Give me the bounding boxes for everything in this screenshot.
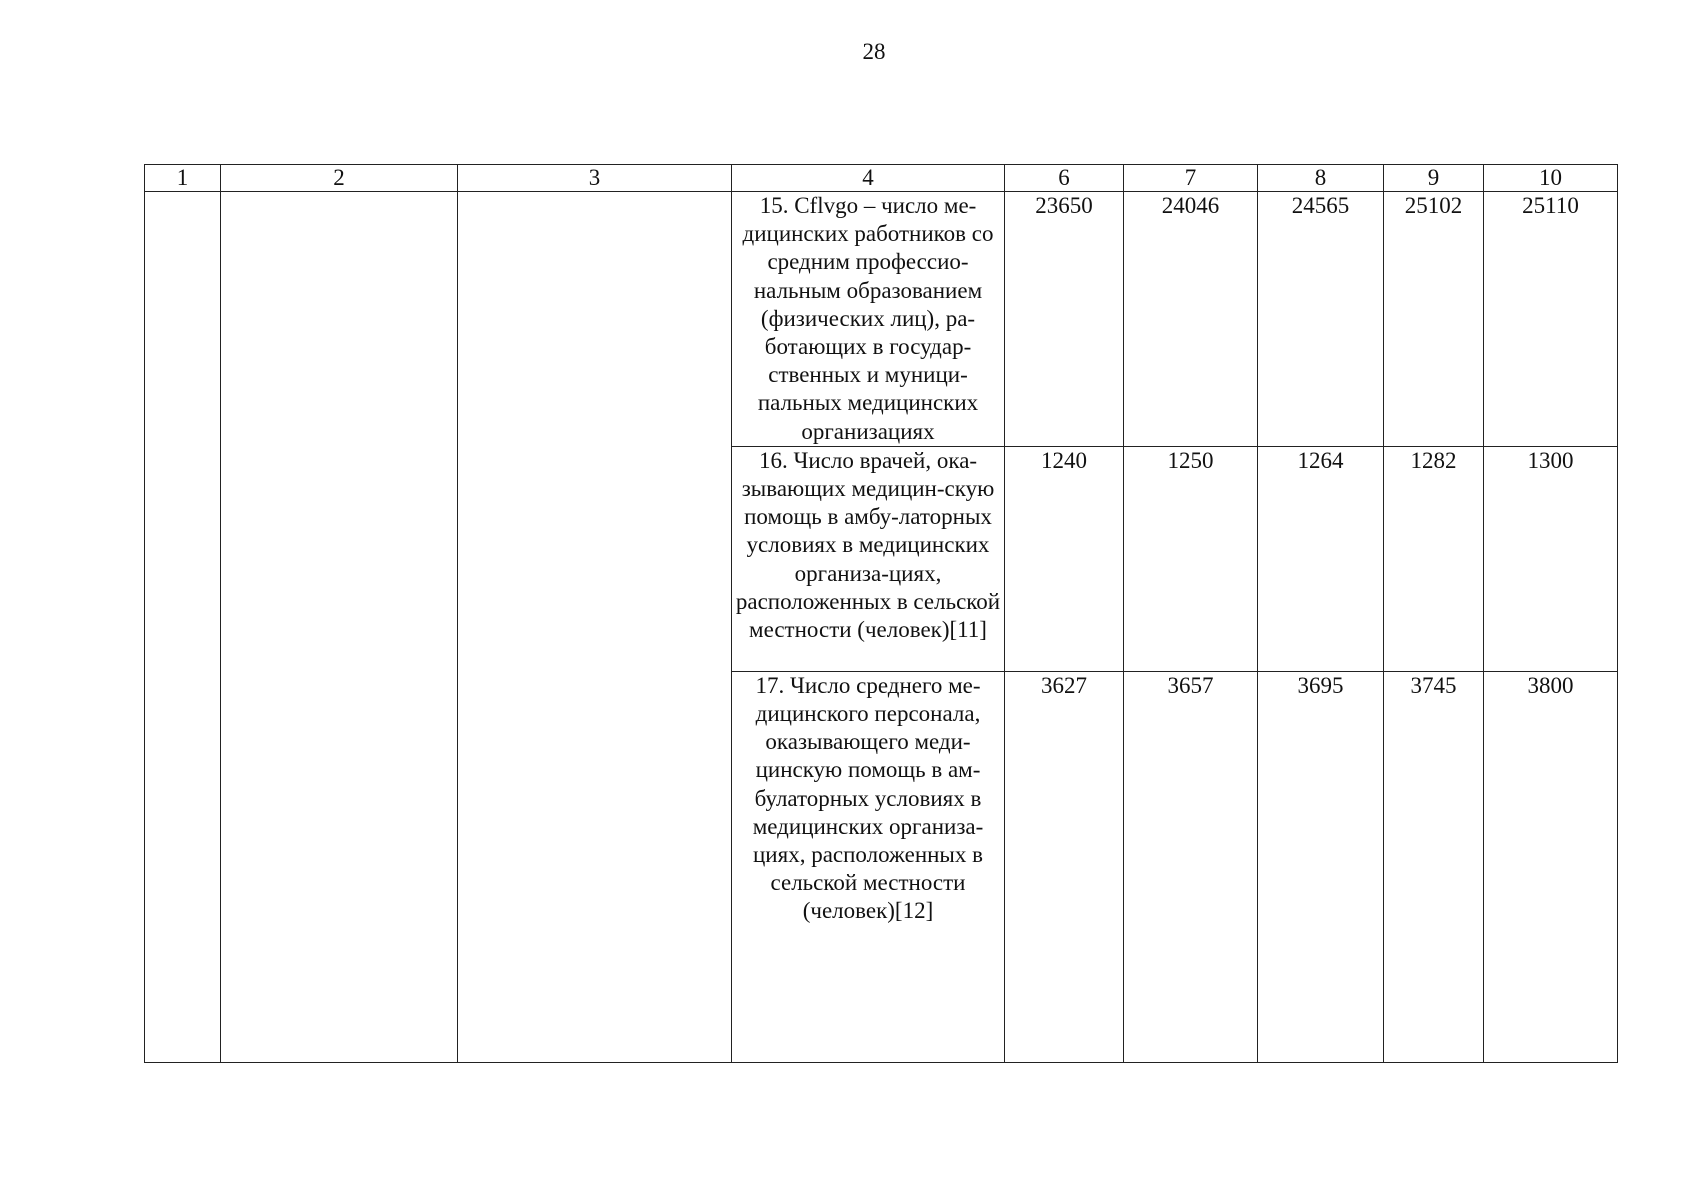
- value-cell: 3627: [1005, 671, 1124, 1062]
- value-cell: 1300: [1484, 446, 1618, 671]
- table-row: [145, 192, 1618, 447]
- empty-cell-col-1: [145, 192, 221, 1063]
- value-cell: 25110: [1484, 192, 1618, 447]
- indicator-description: 15. Cflvgo – число ме-дицинских работников со средним профессио-нальным образованием (физических лиц), ра-ботающих в государ-ственных и муници-пальных медицинских организациях: [732, 192, 1005, 447]
- value-cell: 24046: [1124, 192, 1258, 447]
- value-cell: 25102: [1384, 192, 1484, 447]
- column-header: 4: [732, 165, 1005, 192]
- indicator-table: [144, 164, 1618, 1063]
- column-header: 6: [1005, 165, 1124, 192]
- empty-cell-col-2: [221, 192, 458, 1063]
- indicator-description: 17. Число среднего ме-дицинского персонала, оказывающего меди-цинскую помощь в ам-булаторных условиях в медицинских организа-циях, расположенных в сельской местности (человек)[12]: [732, 671, 1005, 1062]
- column-header: 2: [221, 165, 458, 192]
- column-header: 1: [145, 165, 221, 192]
- indicator-description: 16. Число врачей, ока-зывающих медицин-скую помощь в амбу-латорных условиях в медицинских организа-циях, расположенных в сельской местности (человек)[11]: [732, 446, 1005, 671]
- value-cell: 24565: [1258, 192, 1384, 447]
- value-cell: 1282: [1384, 446, 1484, 671]
- value-cell: 3745: [1384, 671, 1484, 1062]
- page-number: 28: [862, 39, 886, 64]
- column-header: 10: [1484, 165, 1618, 192]
- value-cell: 3657: [1124, 671, 1258, 1062]
- value-cell: 3800: [1484, 671, 1618, 1062]
- value-cell: 23650: [1005, 192, 1124, 447]
- column-header: 9: [1384, 165, 1484, 192]
- value-cell: 1264: [1258, 446, 1384, 671]
- value-cell: 3695: [1258, 671, 1384, 1062]
- header-row: [145, 165, 1618, 192]
- empty-cell-col-3: [458, 192, 732, 1063]
- value-cell: 1240: [1005, 446, 1124, 671]
- column-header: 3: [458, 165, 732, 192]
- column-header: 7: [1124, 165, 1258, 192]
- column-header: 8: [1258, 165, 1384, 192]
- value-cell: 1250: [1124, 446, 1258, 671]
